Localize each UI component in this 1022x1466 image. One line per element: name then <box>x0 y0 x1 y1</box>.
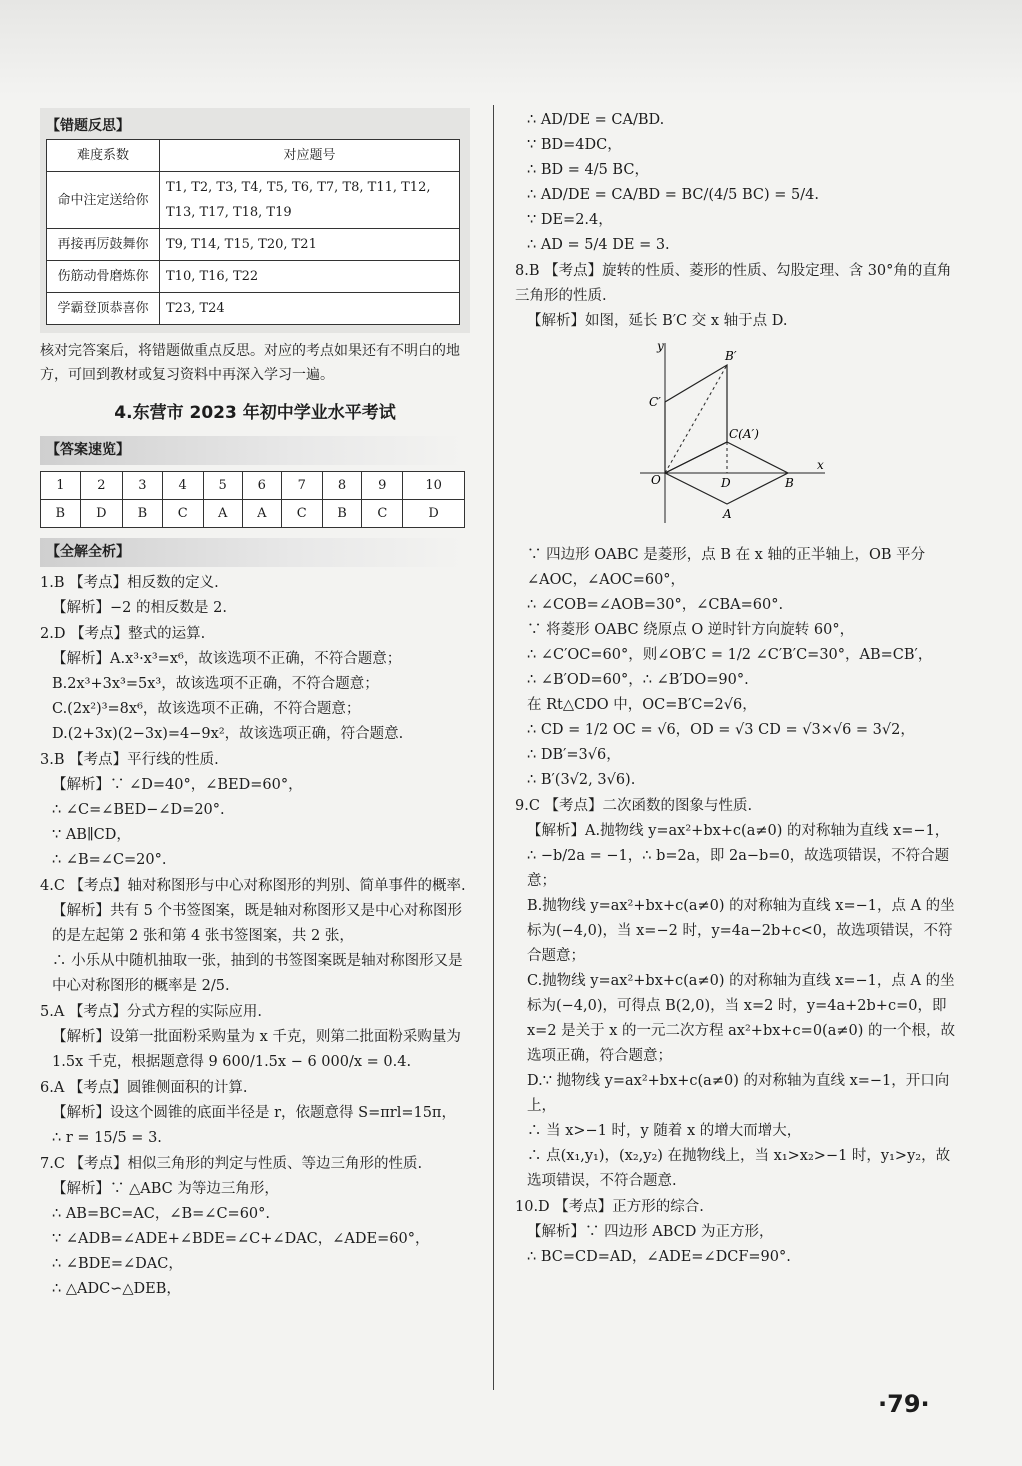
difficulty-level: 学霸登顶恭喜你 <box>47 293 160 325</box>
label-x: x <box>817 458 824 472</box>
solution-line: 【解析】设第一批面粉采购量为 x 千克，则第二批面粉采购量为 1.5x 千克，根据题意得 9 600/1.5x − 6 000/x = 0.4. <box>52 1029 461 1070</box>
difficulty-level: 再接再厉鼓舞你 <box>47 229 160 261</box>
table-row <box>47 229 460 261</box>
solution-line: ∴ AD/DE = CA/BD = BC/(4/5 BC) = 5/4. <box>527 187 819 203</box>
question-header: 7.C 【考点】相似三角形的判定与性质、等边三角形的性质. <box>40 1156 423 1172</box>
solution-line: ∵ 将菱形 OABC 绕原点 O 逆时针方向旋转 60°， <box>527 622 855 638</box>
answer-number: 8 <box>322 472 362 500</box>
answer-number: 10 <box>403 472 465 500</box>
solution-line: ∵ AB∥CD， <box>52 827 131 843</box>
answer-value: A <box>203 500 242 528</box>
solution-line: 在 Rt△CDO 中，OC=B′C=2√6， <box>527 697 757 713</box>
coordinate-figure <box>635 338 835 528</box>
solution-line: ∴ AD/DE = CA/BD. <box>527 112 665 128</box>
solution-line: 【解析】共有 5 个书签图案，既是轴对称图形又是中心对称图形的是左起第 2 张和第 4 张书签图案，共 2 张， <box>52 903 462 944</box>
solution-line: ∴ B′(3√2, 3√6). <box>527 772 636 788</box>
answer-number: 7 <box>281 472 322 500</box>
left-column <box>40 108 470 1302</box>
solution-line: ∵ ∠ADB=∠ADE+∠BDE=∠C+∠DAC，∠ADE=60°， <box>52 1231 430 1247</box>
quick-answers-tag: 【答案速览】 <box>40 436 462 465</box>
answer-number: 2 <box>80 472 122 500</box>
label-y: y <box>657 339 664 353</box>
solution-line: D.∵ 抛物线 y=ax²+bx+c(a≠0) 的对称轴为直线 x=−1，开口向上， <box>527 1073 950 1114</box>
solution-line: D.(2+3x)(2−3x)=4−9x²，故该选项正确，符合题意. <box>52 726 404 742</box>
answer-value: A <box>242 500 281 528</box>
page-number: ·79· <box>878 1390 930 1418</box>
solution-line: ∴ 点(x₁,y₁)，(x₂,y₂) 在抛物线上，当 x₁>x₂>−1 时，y₁>y₂，故选项错误，不符合题意. <box>527 1148 951 1189</box>
right-solution-lines-bottom <box>515 543 955 1270</box>
answer-number: 3 <box>123 472 163 500</box>
solution-line: 【解析】∵ △ABC 为等边三角形， <box>52 1181 279 1197</box>
solution-line: 【解析】设这个圆锥的底面半径是 r，依题意得 S=πrl=15π， <box>52 1105 456 1121</box>
answer-value: D <box>403 500 465 528</box>
dashed-ob-prime <box>665 365 727 473</box>
table-row <box>47 261 460 293</box>
solution-line: 【解析】∵ ∠D=40°，∠BED=60°， <box>52 777 303 793</box>
answer-number: 5 <box>203 472 242 500</box>
question-numbers: T23, T24 <box>160 293 460 325</box>
question-header: 5.A 【考点】分式方程的实际应用. <box>40 1004 263 1020</box>
answer-number: 6 <box>242 472 281 500</box>
answer-value: B <box>41 500 81 528</box>
difficulty-level: 伤筋动骨磨炼你 <box>47 261 160 293</box>
solution-line: ∴ AB=BC=AC，∠B=∠C=60°. <box>52 1206 271 1222</box>
solution-line: 【解析】−2 的相反数是 2. <box>52 600 227 616</box>
label-c: C(A′) <box>729 427 759 441</box>
solution-line: 【解析】A.x³·x³=x⁶，故该选项不正确，不符合题意； <box>52 651 402 667</box>
answer-value: C <box>281 500 322 528</box>
exam-title: 4.东营市 2023 年初中学业水平考试 <box>114 403 396 423</box>
difficulty-level: 命中注定送给你 <box>47 172 160 229</box>
solution-line: 【解析】A.抛物线 y=ax²+bx+c(a≠0) 的对称轴为直线 x=−1， <box>527 823 950 839</box>
solution-line: ∴ ∠BDE=∠DAC， <box>52 1256 183 1272</box>
reflection-table <box>46 139 460 325</box>
question-header: 1.B 【考点】相反数的定义. <box>40 575 219 591</box>
answer-table <box>40 471 465 528</box>
table-row <box>47 293 460 325</box>
answer-number: 4 <box>162 472 203 500</box>
label-b-prime: B′ <box>725 349 737 363</box>
solution-line: ∴ CD = 1/2 OC = √6，OD = √3 CD = √3×√6 = 3√2， <box>527 722 915 738</box>
question-numbers: T9, T14, T15, T20, T21 <box>160 229 460 261</box>
reflection-tag: 【错题反思】 <box>46 118 130 134</box>
left-solution-lines <box>40 571 470 1302</box>
question-header: 8.B 【考点】旋转的性质、菱形的性质、勾股定理、含 30°角的直角三角形的性质. <box>515 263 952 304</box>
table-header-level: 难度系数 <box>47 140 160 172</box>
label-c-prime: C′ <box>649 395 661 409</box>
question-header: 2.D 【考点】整式的运算. <box>40 626 206 642</box>
answer-value-row <box>41 500 465 528</box>
label-d: D <box>721 476 731 490</box>
question-numbers: T10, T16, T22 <box>160 261 460 293</box>
question-header: 3.B 【考点】平行线的性质. <box>40 752 219 768</box>
full-solution-tag: 【全解全析】 <box>40 538 462 567</box>
answer-value: B <box>322 500 362 528</box>
solution-line: B.抛物线 y=ax²+bx+c(a≠0) 的对称轴为直线 x=−1，点 A 的坐标为(−4,0)，当 x=−2 时，y=4a−2b+c<0，故选项错误，不符合题意； <box>527 898 955 964</box>
question-header: 6.A 【考点】圆锥侧面积的计算. <box>40 1080 248 1096</box>
solution-line: ∴ ∠B=∠C=20°. <box>52 852 167 868</box>
answer-number: 1 <box>41 472 81 500</box>
answer-number-row <box>41 472 465 500</box>
question-numbers: T1, T2, T3, T4, T5, T6, T7, T8, T11, T12, T13, T17, T18, T19 <box>160 172 460 229</box>
solution-line: ∴ ∠COB=∠AOB=30°，∠CBA=60°. <box>527 597 784 613</box>
solution-line: ∵ BD=4DC， <box>527 137 622 153</box>
right-column <box>515 108 955 1270</box>
right-solution-lines-top <box>515 108 955 334</box>
page-top-shade <box>0 0 1022 95</box>
question-header: 4.C 【考点】轴对称图形与中心对称图形的判别、简单事件的概率. <box>40 878 466 894</box>
answer-number: 9 <box>362 472 403 500</box>
solution-line: ∴ ∠C′OC=60°，则∠OB′C = 1/2 ∠C′B′C=30°，AB=CB′， <box>527 647 933 663</box>
table-header-items: 对应题号 <box>160 140 460 172</box>
rhombus-rotation-figure <box>635 338 955 537</box>
reflection-note: 核对完答案后，将错题做重点反思。对应的考点如果还有不明白的地方，可回到教材或复习资料中再深入学习一遍。 <box>40 343 460 383</box>
solution-line: ∴ 当 x>−1 时，y 随着 x 的增大而增大， <box>527 1123 802 1139</box>
solution-line: 【解析】如图，延长 B′C 交 x 轴于点 D. <box>527 313 788 329</box>
answer-value: B <box>123 500 163 528</box>
solution-line: ∴ ∠C=∠BED−∠D=20°. <box>52 802 225 818</box>
label-b: B <box>785 476 794 490</box>
solution-line: ∴ △ADC∽△DEB， <box>52 1281 181 1297</box>
reflection-box <box>40 108 470 333</box>
solution-line: ∴ 小乐从中随机抽取一张，抽到的书签图案既是轴对称图形又是中心对称图形的概率是 2/5. <box>52 953 463 994</box>
solution-line: C.抛物线 y=ax²+bx+c(a≠0) 的对称轴为直线 x=−1，点 A 的坐标为(−4,0)，可得点 B(2,0)，当 x=2 时，y=4a+2b+c=0，即 x=2 是关于 x 的一元二次方程 ax²+bx+c=0(a≠0) 的一个根，故选项正确，符合题意； <box>527 973 955 1064</box>
solution-line: ∵ DE=2.4， <box>527 212 613 228</box>
solution-line: ∴ r = 15/5 = 3. <box>52 1130 162 1146</box>
solution-line: 【解析】∵ 四边形 ABCD 为正方形， <box>527 1224 774 1240</box>
solution-line: ∴ −b/2a = −1，∴ b=2a，即 2a−b=0，故选项错误，不符合题意； <box>527 848 950 889</box>
solution-line: ∴ BC=CD=AD，∠ADE=∠DCF=90°. <box>527 1249 791 1265</box>
label-a: A <box>723 507 732 521</box>
answer-value: C <box>162 500 203 528</box>
answer-value: C <box>362 500 403 528</box>
solution-line: ∵ 四边形 OABC 是菱形，点 B 在 x 轴的正半轴上，OB 平分∠AOC，∠AOC=60°， <box>527 547 926 588</box>
solution-line: ∴ BD = 4/5 BC， <box>527 162 649 178</box>
solution-line: B.2x³+3x³=5x³，故该选项不正确，不符合题意； <box>52 676 379 692</box>
column-divider <box>493 105 494 1390</box>
solution-line: ∴ ∠B′OD=60°，∴ ∠B′DO=90°. <box>527 672 749 688</box>
label-o: O <box>651 473 661 487</box>
question-header: 10.D 【考点】正方形的综合. <box>515 1199 704 1215</box>
table-row <box>47 172 460 229</box>
solution-line: C.(2x²)³=8x⁶，故该选项不正确，不符合题意； <box>52 701 361 717</box>
answer-value: D <box>80 500 122 528</box>
solution-line: ∴ AD = 5/4 DE = 3. <box>527 237 670 253</box>
solution-line: ∴ DB′=3√6， <box>527 747 621 763</box>
question-header: 9.C 【考点】二次函数的图象与性质. <box>515 798 753 814</box>
